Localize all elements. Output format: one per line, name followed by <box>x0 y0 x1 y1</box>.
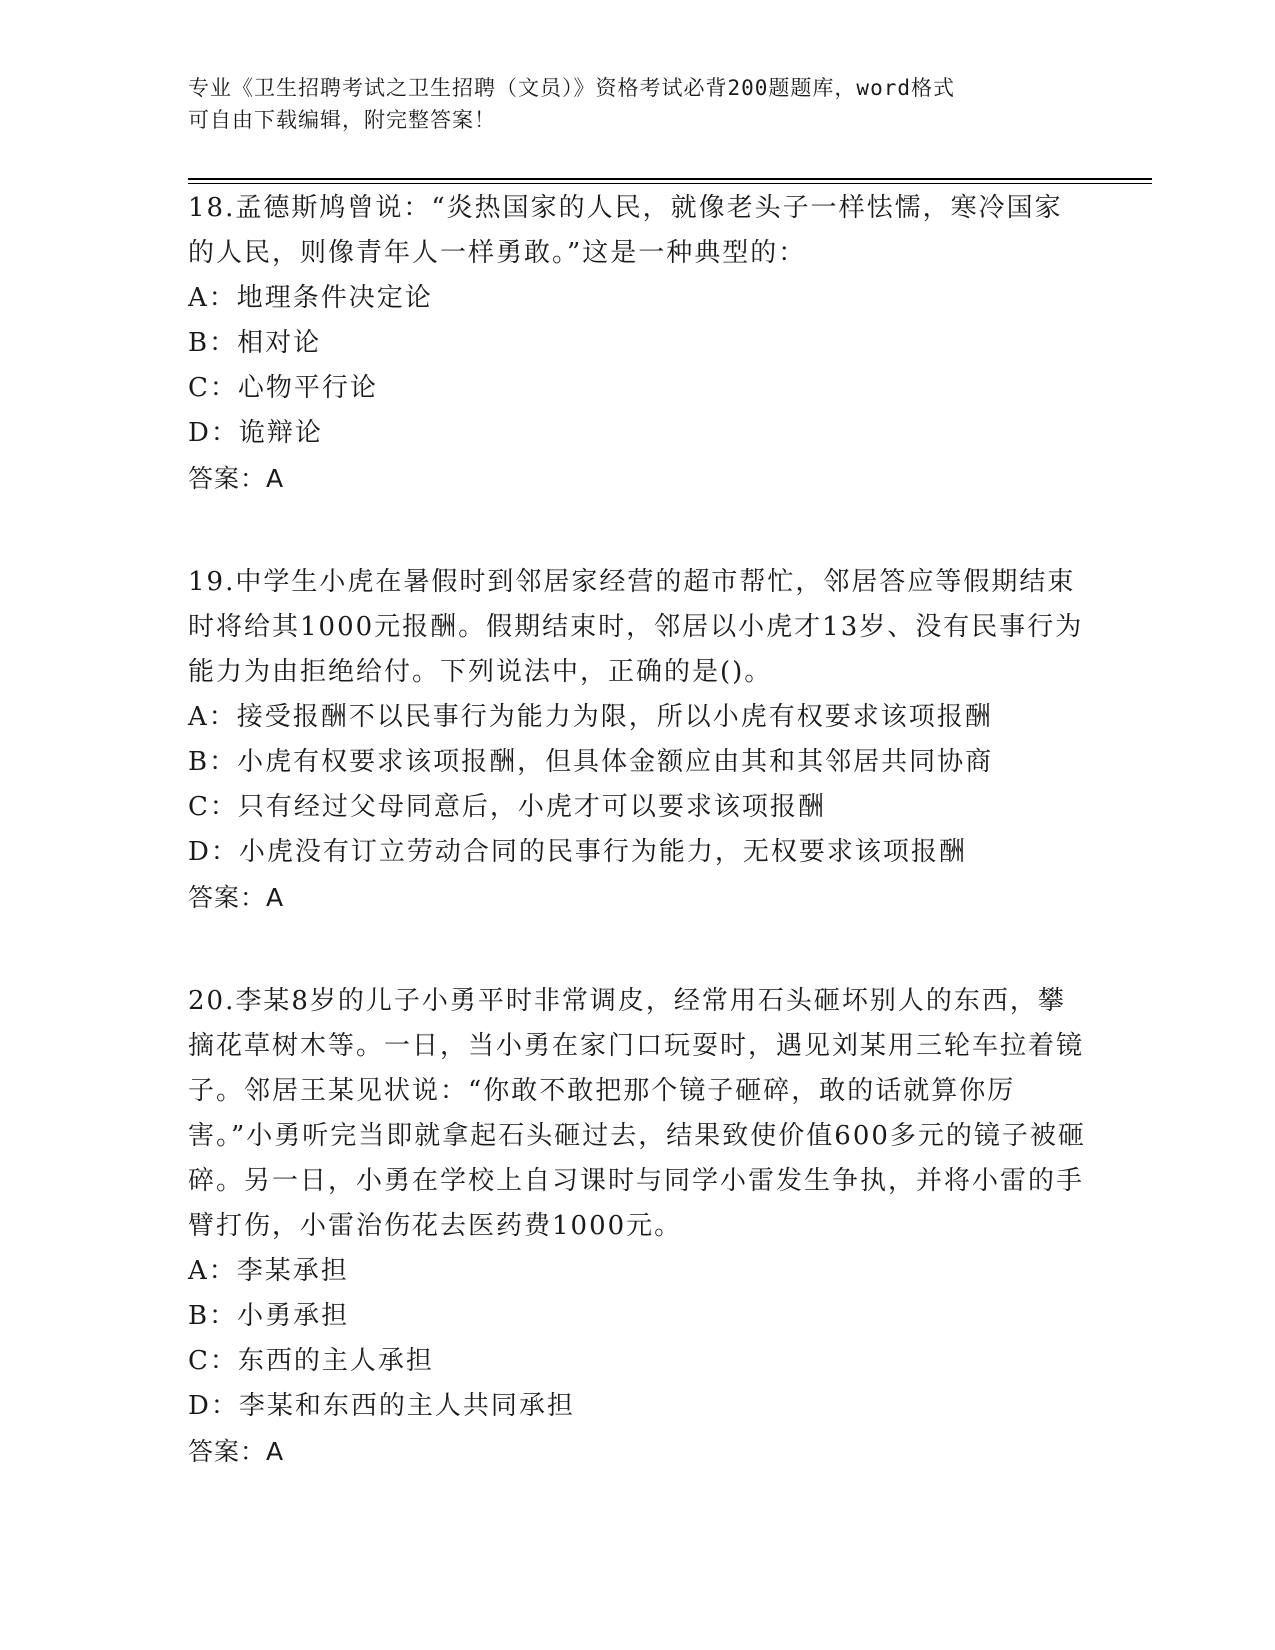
option-a: A：接受报酬不以民事行为能力为限，所以小虎有权要求该项报酬 <box>188 702 993 732</box>
header-divider-thick <box>188 178 1152 180</box>
option-c: C：心物平行论 <box>188 373 378 403</box>
option-c: C：只有经过父母同意后，小虎才可以要求该项报酬 <box>188 792 826 822</box>
option-b: B：相对论 <box>188 328 322 358</box>
answer-label: 答案：A <box>188 1437 285 1466</box>
answer-label: 答案：A <box>188 464 285 493</box>
question-stem: 20.李某8岁的儿子小勇平时非常调皮，经常用石头砸坏别人的东西，攀摘花草树木等。一日，当小勇在家门口玩耍时，遇见刘某用三轮车拉着镜子。邻居王某见状说：“你敢不敢把那个镜子砸碎，敢的话就算你厉害。”小勇听完当即就拿起石头砸过去，结果致使价值600多元的镜子被砸碎。另一日，小勇在学校上自习课时与同学小雷发生争执，并将小雷的手臂打伤，小雷治伤花去医药费1000元。 <box>188 986 1086 1241</box>
document-header <box>188 72 1088 136</box>
option-a: A：李某承担 <box>188 1256 349 1286</box>
question-20 <box>188 979 1088 1474</box>
option-b: B：小勇承担 <box>188 1301 350 1331</box>
option-c: C：东西的主人承担 <box>188 1346 434 1376</box>
question-19 <box>188 560 1088 920</box>
option-d: D：李某和东西的主人共同承担 <box>188 1391 575 1421</box>
header-divider-thin <box>188 183 1152 184</box>
question-18 <box>188 186 1088 501</box>
option-d: D：诡辩论 <box>188 418 323 448</box>
option-d: D：小虎没有订立劳动合同的民事行为能力，无权要求该项报酬 <box>188 837 967 867</box>
question-stem: 18.孟德斯鸠曾说：“炎热国家的人民，就像老头子一样怯懦，寒冷国家的人民，则像青年人一样勇敢。”这是一种典型的： <box>188 193 1063 268</box>
question-stem: 19.中学生小虎在暑假时到邻居家经营的超市帮忙，邻居答应等假期结束时将给其1000元报酬。假期结束时，邻居以小虎才13岁、没有民事行为能力为由拒绝给付。下列说法中，正确的是()。 <box>188 567 1084 687</box>
answer-label: 答案：A <box>188 883 285 912</box>
header-line-1: 专业《卫生招聘考试之卫生招聘（文员）》资格考试必背200题题库，word格式 <box>188 76 955 100</box>
question-list <box>188 186 1088 1533</box>
option-b: B：小虎有权要求该项报酬，但具体金额应由其和其邻居共同协商 <box>188 747 994 777</box>
header-line-2: 可自由下载编辑，附完整答案！ <box>188 108 496 132</box>
option-a: A：地理条件决定论 <box>188 283 433 313</box>
